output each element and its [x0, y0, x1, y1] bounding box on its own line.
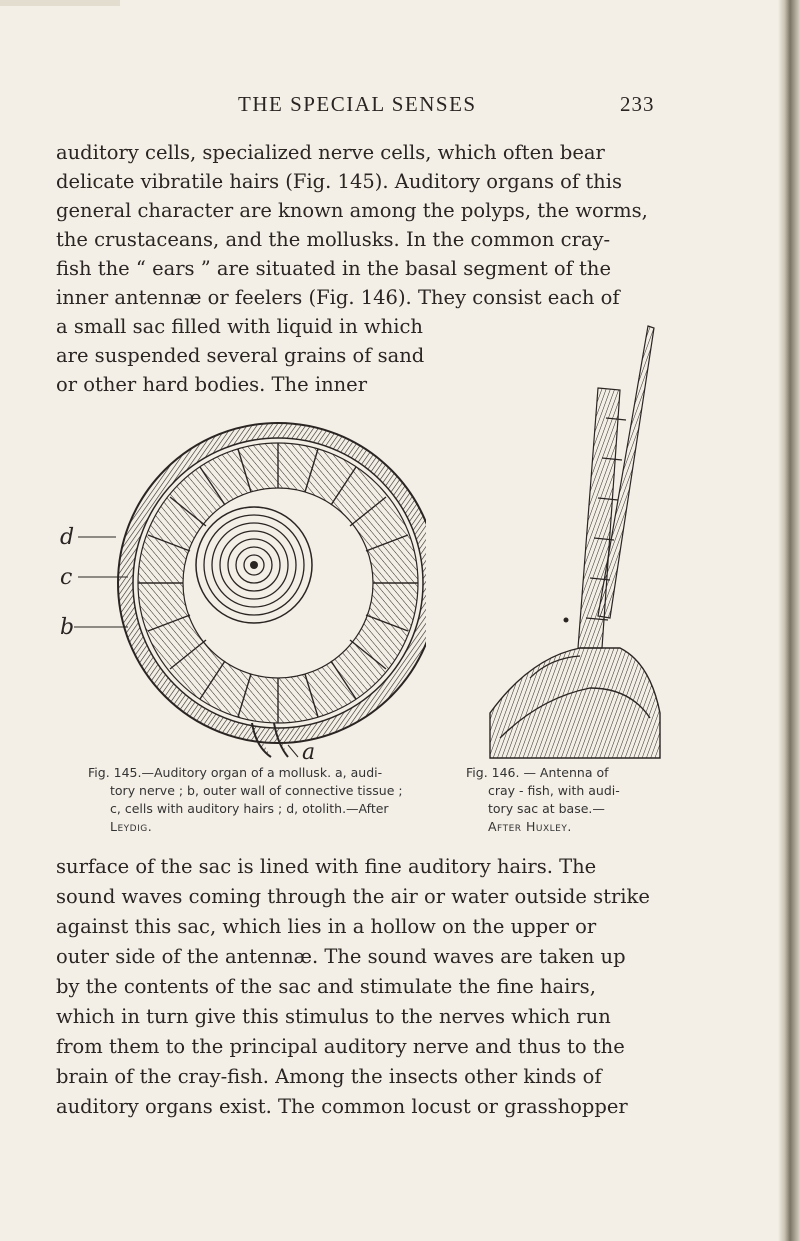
page-edge-shadow — [0, 0, 120, 6]
text-line: or other hard bodies. The inner — [56, 373, 368, 396]
text-line: from them to the principal auditory nerve and thus to the — [56, 1035, 625, 1058]
caption-line: tory sac at base.— — [488, 801, 605, 816]
text-line: brain of the cray-fish. Among the insects other kinds of — [56, 1065, 602, 1088]
figure-146 — [470, 318, 670, 763]
caption-line: c, cells with auditory hairs ; d, otolith.—After — [110, 801, 389, 816]
running-head — [0, 92, 800, 122]
text-line: auditory organs exist. The common locust or grasshopper — [56, 1095, 628, 1118]
text-line: which in turn give this stimulus to the nerves which run — [56, 1005, 611, 1028]
text-line: a small sac filled with liquid in which — [56, 315, 423, 338]
text-line: fish the “ ears ” are situated in the basal segment of the — [56, 257, 611, 280]
text-line: the crustaceans, and the mollusks. In the common cray- — [56, 228, 611, 251]
text-line: auditory cells, specialized nerve cells, which often bear — [56, 141, 605, 164]
caption-line: Fig. 145.—Auditory organ of a mollusk. a, audi- — [88, 765, 383, 780]
running-head-title: THE SPECIAL SENSES — [238, 92, 477, 116]
label-a: a — [302, 740, 316, 760]
text-line: general character are known among the polyps, the worms, — [56, 199, 648, 222]
text-line: against this sac, which lies in a hollow on the upper or — [56, 915, 597, 938]
figure-145-caption — [88, 764, 403, 836]
text-line: outer side of the antennæ. The sound waves are taken up — [56, 945, 626, 968]
figure-145 — [56, 405, 426, 760]
page-number: 233 — [620, 92, 655, 116]
text-line: inner antennæ or feelers (Fig. 146). They consist each of — [56, 286, 620, 309]
mollusk-auditory-organ-illustration — [56, 405, 426, 760]
page-binding-edge — [778, 0, 800, 1241]
caption-line: Leydig. — [110, 819, 153, 834]
label-b: b — [60, 615, 75, 640]
caption-line: Fig. 146. — Antenna of — [466, 765, 609, 780]
label-d: d — [60, 525, 75, 550]
text-line: by the contents of the sac and stimulate the fine hairs, — [56, 975, 596, 998]
caption-line: After Huxley. — [488, 819, 572, 834]
text-line: delicate vibratile hairs (Fig. 145). Auditory organs of this — [56, 170, 622, 193]
text-line: are suspended several grains of sand — [56, 344, 425, 367]
caption-line: tory nerve ; b, outer wall of connective tissue ; — [110, 783, 403, 798]
crayfish-antenna-illustration — [470, 318, 670, 763]
caption-line: cray - fish, with audi- — [488, 783, 620, 798]
figure-146-caption — [466, 764, 620, 836]
text-line: sound waves coming through the air or water outside strike — [56, 885, 650, 908]
text-line: surface of the sac is lined with fine auditory hairs. The — [56, 855, 597, 878]
label-c: c — [60, 565, 73, 590]
